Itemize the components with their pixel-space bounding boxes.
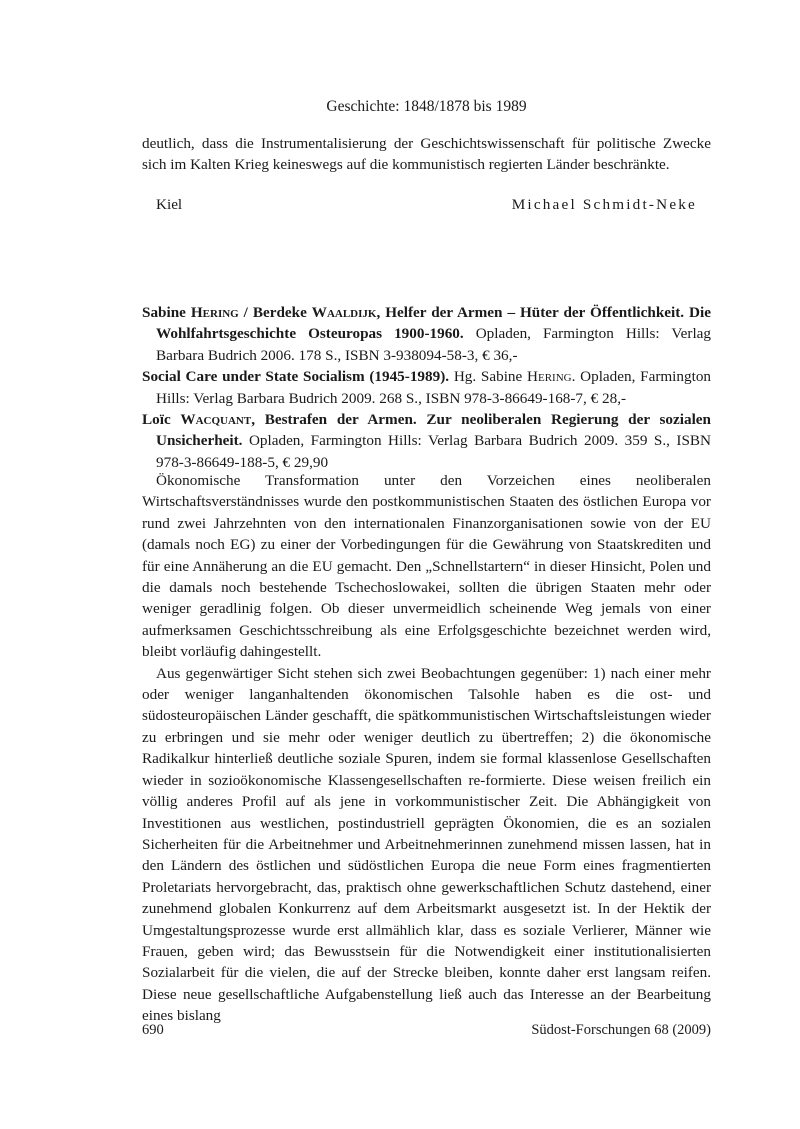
body-paragraph: Aus gegenwärtiger Sicht stehen sich zwei Beobachtungen gegenüber: 1) nach einer mehr oder weniger langanhaltenden ökonomischen Talsohle haben es die ost- und südosteuropäischen Länder geschafft, die spätkommunistischen Wirtschaftsleistungen wieder zu erbringen und sie mehr oder weniger deutlich zu übertreffen; 2) die ökonomische Radikalkur hinterließ deutliche soziale Spuren, indem sie formal klassenlose Gesellschaften wieder in sozioökonomische Klassengesellschaften re-formierte. Diese weisen freilich ein völlig anderes Profil auf als jene in vorkommunistischer Zeit. Die Abhängigkeit von Investitionen aus westlichen, postindustriell geprägten Ökonomien, die es an sozialen Sicherheiten für die Arbeitnehmer und Arbeitnehmerinnen zunehmend missen lassen, hat in den Ländern des östlichen und südöstlichen Europa die neue Form eines fragmentierten Proletariats hervorgebracht, das, praktisch ohne gewerkschaftlichen Schutz dastehend, einer zunehmend globalen Konkurrenz auf dem Arbeitsmarkt ausgesetzt ist. In der Hektik der Umgestaltungsprozesse wurde erst allmählich klar, dass es soziale Verlierer, Männer wie Frauen, geben wird; das Bewusstsein für die Notwendigkeit einer institutionalisierten Sozialarbeit für die vielen, die auf der Strecke bleiben, konnte daher erst langsam reifen. Diese neue gesellschaftliche Aufgabenstellung ließ auch das Interesse an der Bearbeitung eines bislang xyxy=(142,664,711,1025)
entry-title: Social Care under State Socialism (1945-1989). xyxy=(142,368,450,386)
entry-details: Hg. Sabine Hering. Opladen, Farmington Hills: Verlag Barbara Budrich 2009. 268 S., ISBN 978-3-86649-168-7, € 28,- xyxy=(156,368,712,407)
journal-citation: Südost-Forschungen 68 (2009) xyxy=(531,1022,711,1038)
entry-details: Opladen, Farmington Hills: Verlag Barbara Budrich 2009. 359 S., ISBN 978-3-86649-188-5, € 29,90 xyxy=(156,432,711,471)
entry-title: , Bestrafen der Armen. Zur neoliberalen Regierung der sozialen Unsicherheit. xyxy=(156,411,711,450)
previous-review-ending: deutlich, dass die Instrumentalisierung der Geschichtswissenschaft für politische Zwecke sich im Kalten Krieg keineswegs auf die kommunistisch regierten Länder beschränkte. xyxy=(142,135,711,174)
body-paragraph: Ökonomische Transformation unter den Vorzeichen eines neoliberalen Wirtschaftsverständnisses wurde den postkommunistischen Staaten des östlichen Europa vor rund zwei Jahrzehnten von den internationalen Finanzorganisationen sowie von der EU (damals noch EG) zu einer der Vorbedingungen für die Gewährung von Staatskrediten und für eine Annäherung an die EU gemacht. Den „Schnellstartern“ in dieser Hinsicht, Polen und die damals noch bestehende Tschechoslowakei, sollten die übrigen Staaten mehr oder weniger geradlinig folgen. Ob dieser unvermeidlich scheinende Weg jemals von einer aufmerksamen Geschichtsschreibung als eine Erfolgsgeschichte bezeichnet werden wird, bleibt vorläufig dahingestellt. xyxy=(142,472,711,661)
signature-place: Kiel xyxy=(156,196,183,213)
entry-author: Loïc Wacquant, Bestrafen der Armen. Zur neoliberalen Regierung der sozialen Unsicherheit. xyxy=(142,411,711,450)
signature-author: Michael Schmidt-Neke xyxy=(511,196,697,213)
running-header: Geschichte: 1848/1878 bis 1989 xyxy=(326,98,527,115)
document-page xyxy=(142,0,711,1129)
entry-title: , Helfer der Armen – Hüter der Öffentlichkeit. Die Wohlfahrtsgeschichte Osteuropas 1900-1960. xyxy=(156,304,711,343)
bibliography-block xyxy=(142,302,711,473)
page-number: 690 xyxy=(142,1022,164,1038)
review-body xyxy=(142,470,711,1027)
bibliography-entry xyxy=(142,302,711,366)
bibliography-entry xyxy=(142,409,711,473)
entry-author-a: Sabine Hering / Berdeke Waaldijk, Helfer der Armen – Hüter der Öffentlichkeit. Die Wohlfahrtsgeschichte Osteuropas 1900-1960. xyxy=(142,304,711,343)
entry-details: Opladen, Farmington Hills: Verlag Barbara Budrich 2006. 178 S., ISBN 3-938094-58-3, € 36,- xyxy=(156,325,711,364)
bibliography-entry xyxy=(142,366,711,409)
